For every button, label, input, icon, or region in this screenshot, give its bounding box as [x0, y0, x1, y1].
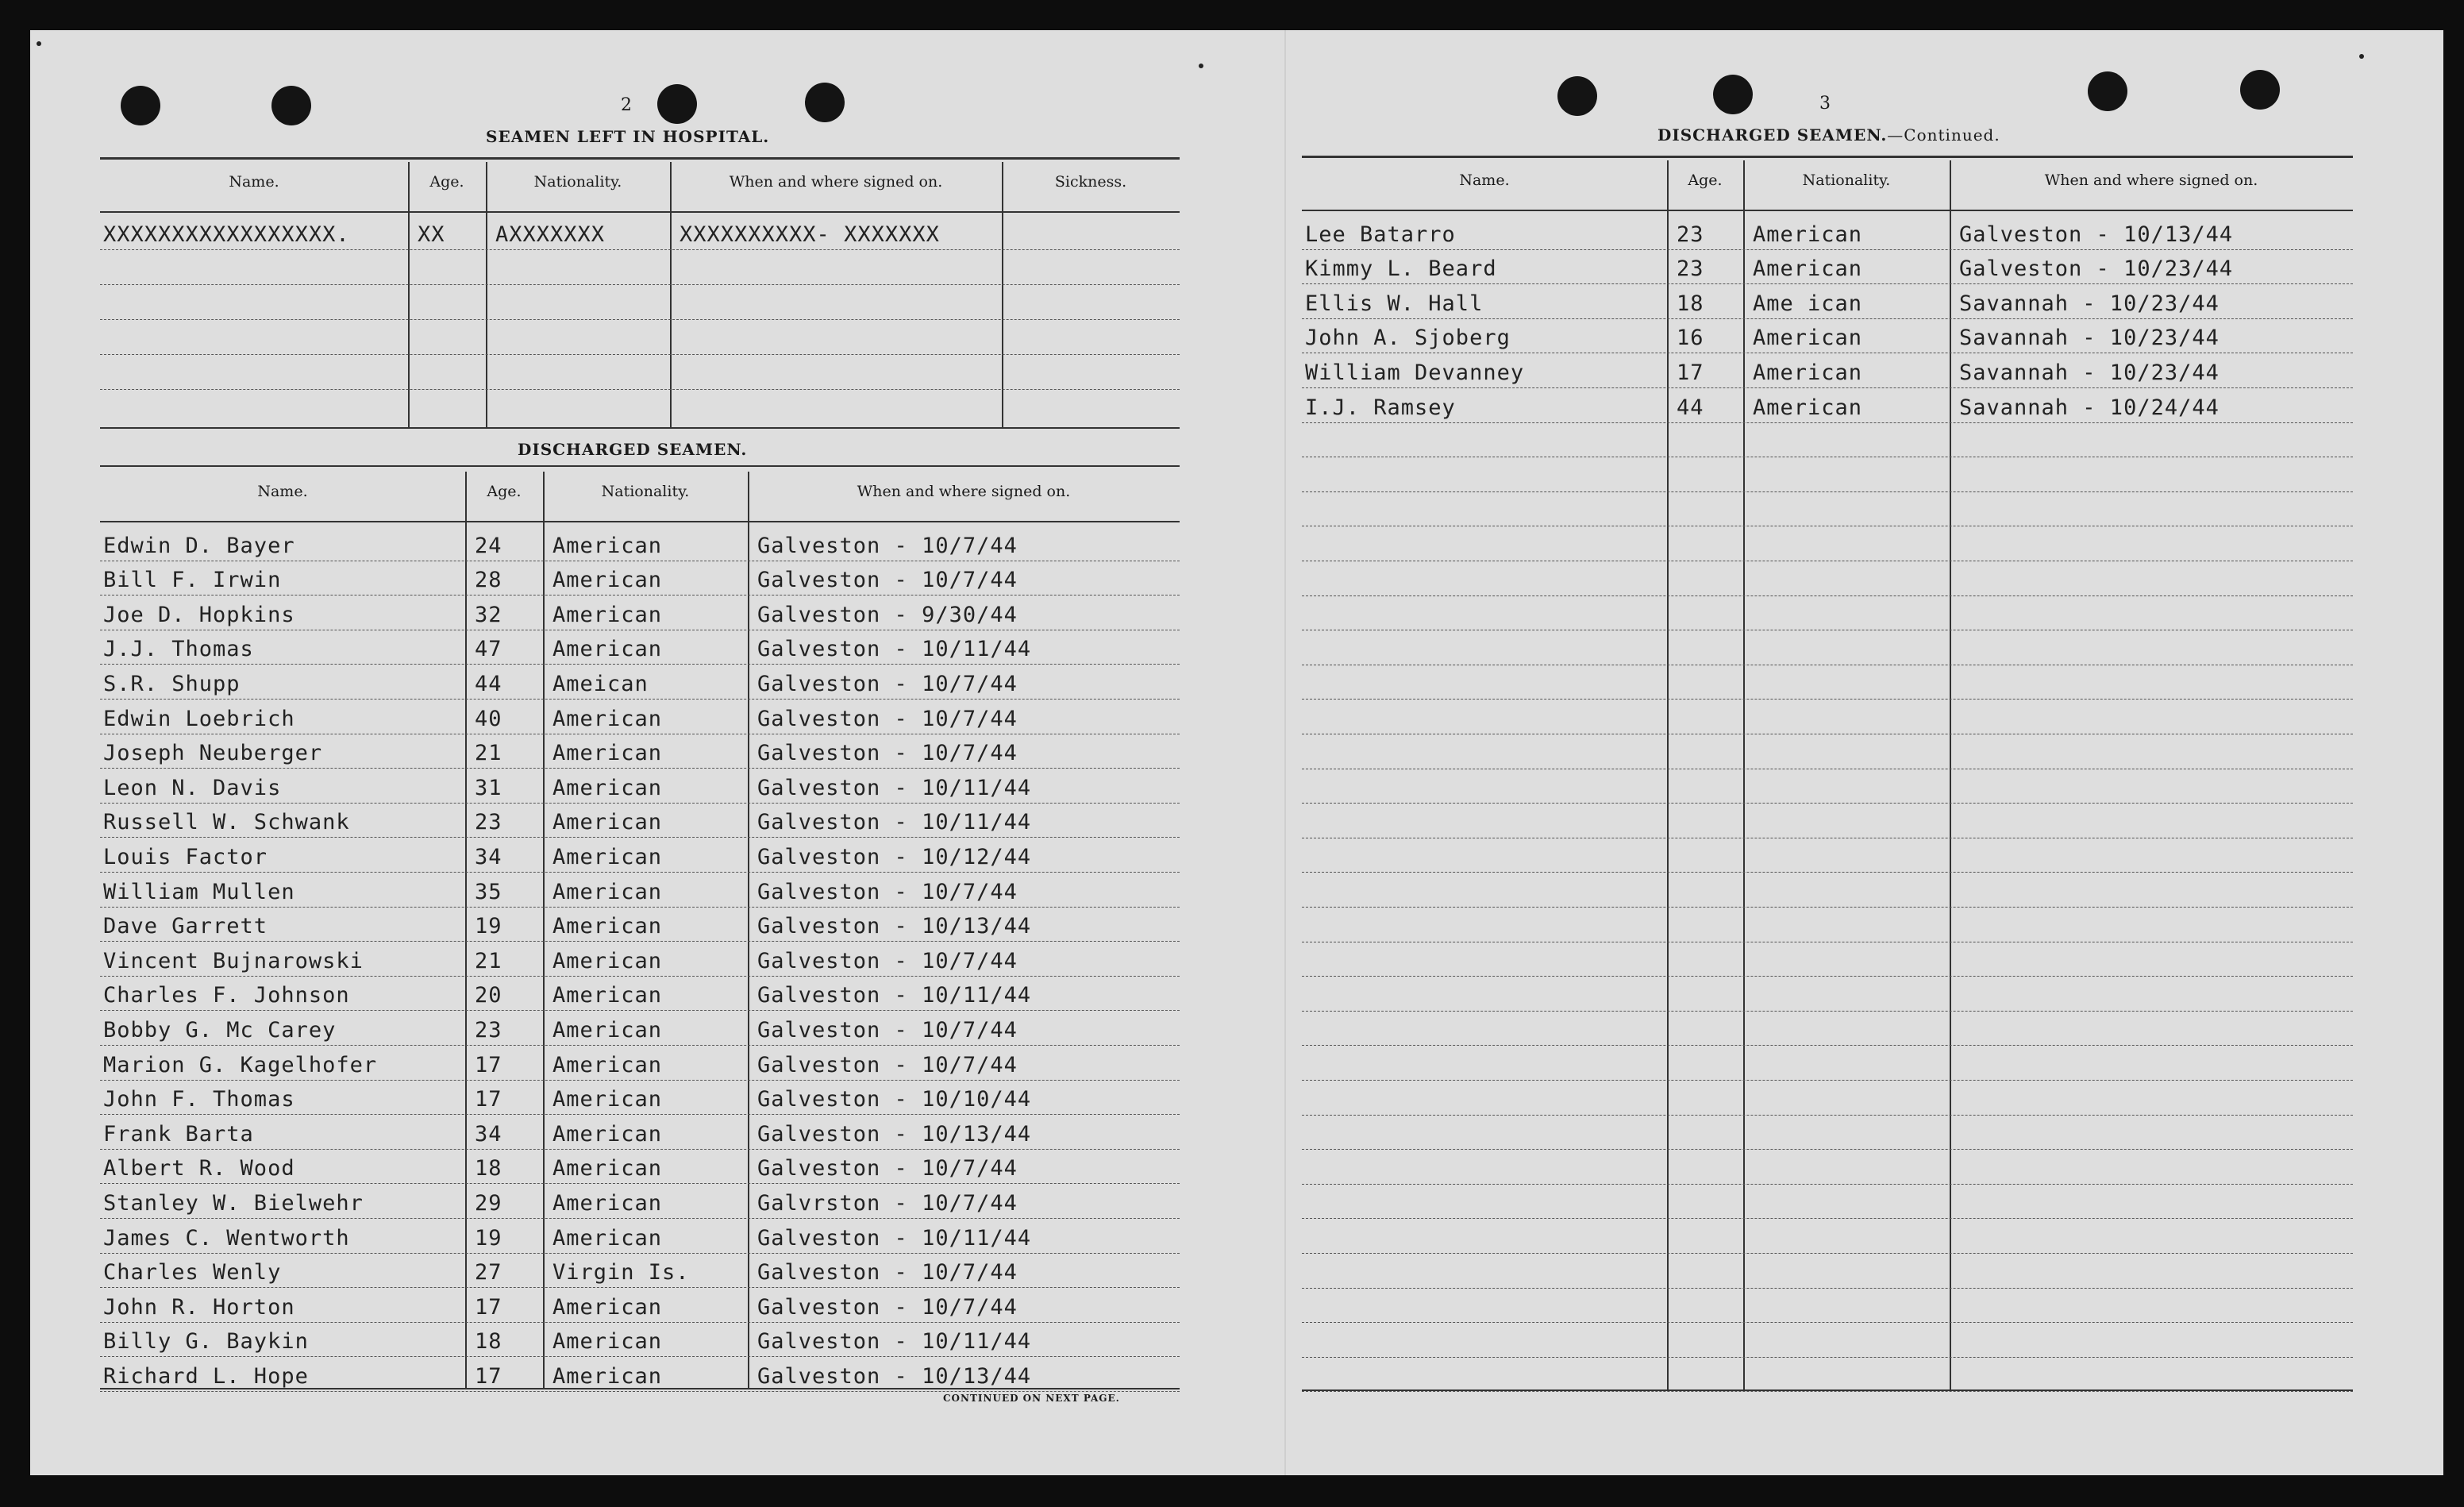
- row-line: [100, 284, 1180, 285]
- seaman-name: Albert R. Wood: [103, 1156, 295, 1181]
- seaman-age: XX: [418, 222, 445, 247]
- signed-on: Galveston - 10/7/44: [757, 741, 1018, 766]
- signed-on: Savannah - 10/23/44: [1959, 326, 2220, 351]
- row-line: [100, 1080, 1180, 1081]
- signed-on: Galveston - 10/7/44: [757, 948, 1018, 973]
- row-line: [1302, 1357, 2353, 1358]
- seaman-age: 23: [1677, 256, 1704, 282]
- signed-on: Galveston - 10/11/44: [757, 1225, 1032, 1251]
- signed-on: Savannah - 10/23/44: [1959, 360, 2220, 385]
- seaman-age: 18: [475, 1329, 502, 1355]
- row-line: [100, 1356, 1180, 1357]
- row-line: [1302, 491, 2353, 492]
- seaman-nationality: Ameican: [552, 672, 649, 696]
- signed-on: Galveston - 10/10/44: [757, 1087, 1032, 1112]
- signed-on: Galveston - 10/7/44: [757, 879, 1018, 904]
- seaman-age: 17: [475, 1052, 502, 1077]
- seaman-age: 21: [475, 741, 502, 766]
- continued-note: CONTINUED ON NEXT PAGE.: [943, 1393, 1120, 1404]
- speck: [2359, 54, 2364, 59]
- signed-on: Savannah - 10/23/44: [1959, 291, 2220, 316]
- signed-on: Galveston - 10/12/44: [757, 845, 1032, 869]
- seaman-nationality: American: [552, 775, 663, 800]
- row-line: [1302, 907, 2353, 908]
- signed-on: Galveston - 10/13/44: [757, 914, 1032, 939]
- seaman-name: William Mullen: [103, 879, 295, 904]
- signed-on: Galveston - 10/7/44: [757, 706, 1018, 731]
- signed-on: Savannah - 10/24/44: [1959, 395, 2220, 420]
- rule: [100, 157, 1180, 160]
- seaman-nationality: AXXXXXXX: [495, 222, 606, 247]
- seaman-name: Joseph Neuberger: [103, 741, 323, 766]
- seaman-age: 35: [475, 879, 502, 904]
- signed-on: Galveston - 10/11/44: [757, 637, 1032, 662]
- seaman-nationality: American: [1753, 326, 1863, 351]
- seaman-nationality: Ame ican: [1753, 291, 1863, 316]
- seaman-age: 21: [475, 948, 502, 973]
- row-line: [1302, 1011, 2353, 1012]
- row-line: [1302, 422, 2353, 423]
- column-divider: [1743, 160, 1745, 1389]
- row-line: [1302, 1149, 2353, 1150]
- seaman-name: Louis Factor: [103, 845, 268, 869]
- seaman-name: Kimmy L. Beard: [1305, 256, 1497, 282]
- seaman-name: Ellis W. Hall: [1305, 291, 1484, 316]
- header-rule: [100, 211, 1180, 213]
- seaman-name: Vincent Bujnarowski: [103, 948, 364, 973]
- seaman-age: 27: [475, 1260, 502, 1285]
- seaman-age: 16: [1677, 326, 1704, 351]
- speck: [1199, 64, 1203, 68]
- seaman-age: 20: [475, 983, 502, 1008]
- seaman-name: William Devanney: [1305, 360, 1525, 385]
- row-line: [1302, 1218, 2353, 1219]
- seaman-age: 34: [475, 1121, 502, 1147]
- seaman-nationality: American: [1753, 360, 1863, 385]
- seaman-name: Bobby G. Mc Carey: [103, 1018, 337, 1043]
- seaman-nationality: American: [552, 741, 663, 766]
- seaman-age: 19: [475, 914, 502, 939]
- column-header: When and where signed on.: [729, 173, 943, 191]
- seaman-age: 44: [475, 672, 502, 696]
- signed-on: Galveston - 10/7/44: [757, 1260, 1018, 1285]
- seaman-name: J.J. Thomas: [103, 637, 254, 662]
- row-line: [100, 249, 1180, 250]
- seaman-nationality: American: [552, 602, 663, 627]
- seaman-name: XXXXXXXXXXXXXXXXX.: [103, 222, 350, 247]
- document-paper: [30, 30, 2443, 1475]
- seaman-nationality: American: [552, 706, 663, 731]
- seaman-age: 18: [1677, 291, 1704, 316]
- signed-on: Galveston - 10/11/44: [757, 1329, 1032, 1355]
- row-line: [1302, 283, 2353, 284]
- seaman-nationality: American: [552, 1087, 663, 1112]
- row-line: [1302, 976, 2353, 977]
- row-line: [100, 1114, 1180, 1115]
- seaman-name: Billy G. Baykin: [103, 1329, 309, 1355]
- row-line: [100, 354, 1180, 355]
- row-line: [100, 976, 1180, 977]
- page-number-left: 2: [621, 95, 632, 115]
- seaman-age: 19: [475, 1225, 502, 1251]
- seaman-nationality: American: [552, 810, 663, 835]
- seaman-age: 40: [475, 706, 502, 731]
- row-line: [100, 389, 1180, 390]
- row-line: [100, 1149, 1180, 1150]
- column-header: Name.: [229, 173, 279, 191]
- seaman-nationality: American: [552, 879, 663, 904]
- signed-on: Galveston - 10/23/44: [1959, 256, 2234, 282]
- row-line: [100, 1287, 1180, 1288]
- seaman-name: John A. Sjoberg: [1305, 326, 1511, 351]
- seaman-name: I.J. Ramsey: [1305, 395, 1456, 420]
- row-line: [1302, 1253, 2353, 1254]
- seaman-age: 32: [475, 602, 502, 627]
- seaman-age: 31: [475, 775, 502, 800]
- row-line: [100, 907, 1180, 908]
- row-line: [1302, 595, 2353, 596]
- punch-hole: [1557, 76, 1597, 116]
- signed-on: Galveston - 10/7/44: [757, 568, 1018, 593]
- seaman-nationality: American: [1753, 222, 1863, 247]
- seaman-age: 23: [475, 810, 502, 835]
- column-divider: [465, 472, 467, 1388]
- seaman-age: 24: [475, 533, 502, 558]
- seaman-nationality: American: [552, 1121, 663, 1147]
- seaman-nationality: American: [552, 1364, 663, 1389]
- punch-hole: [271, 86, 311, 125]
- seaman-nationality: American: [552, 1191, 663, 1216]
- seaman-name: Lee Batarro: [1305, 222, 1456, 247]
- seaman-age: 47: [475, 637, 502, 662]
- signed-on: Galveston - 10/11/44: [757, 810, 1032, 835]
- row-line: [100, 1253, 1180, 1254]
- seaman-nationality: Virgin Is.: [552, 1260, 690, 1285]
- row-line: [100, 803, 1180, 804]
- row-line: [1302, 387, 2353, 388]
- row-line: [100, 1183, 1180, 1184]
- seaman-age: 17: [1677, 360, 1704, 385]
- punch-hole: [805, 83, 845, 122]
- seaman-nationality: American: [1753, 256, 1863, 282]
- column-header: Age.: [429, 173, 464, 191]
- bottom-rule: [100, 427, 1180, 429]
- discharged-continued-title: [1657, 125, 2000, 145]
- seaman-nationality: American: [552, 914, 663, 939]
- column-divider: [1002, 162, 1003, 427]
- column-header: Name.: [257, 483, 308, 500]
- discharged-title: DISCHARGED SEAMEN.: [518, 440, 748, 459]
- row-line: [100, 664, 1180, 665]
- seaman-nationality: American: [552, 1225, 663, 1251]
- signed-on: Galveston - 10/11/44: [757, 775, 1032, 800]
- row-line: [1302, 872, 2353, 873]
- seaman-name: Charles Wenly: [103, 1260, 282, 1285]
- column-divider: [748, 472, 749, 1388]
- seaman-age: 18: [475, 1156, 502, 1181]
- column-divider: [408, 162, 410, 427]
- seaman-age: 17: [475, 1087, 502, 1112]
- seaman-nationality: American: [552, 948, 663, 973]
- seaman-nationality: American: [552, 1052, 663, 1077]
- signed-on: Galveston - 10/13/44: [757, 1121, 1032, 1147]
- row-line: [100, 941, 1180, 942]
- seaman-name: Charles F. Johnson: [103, 983, 350, 1008]
- column-header: Nationality.: [601, 483, 690, 500]
- column-divider: [486, 162, 487, 427]
- header-rule: [100, 521, 1180, 522]
- signed-on: Galveston - 9/30/44: [757, 602, 1018, 627]
- row-line: [1302, 1288, 2353, 1289]
- row-line: [100, 1010, 1180, 1011]
- column-header: Age.: [1688, 172, 1723, 189]
- row-line: [100, 768, 1180, 769]
- column-header: When and where signed on.: [857, 483, 1071, 500]
- column-divider: [1667, 160, 1669, 1389]
- signed-on: Galvrston - 10/7/44: [757, 1191, 1018, 1216]
- row-line: [1302, 1391, 2353, 1392]
- seaman-name: Edwin Loebrich: [103, 706, 295, 731]
- rule: [100, 465, 1180, 467]
- punch-hole: [1713, 75, 1753, 114]
- title-continued: —Continued.: [1887, 125, 2000, 145]
- row-line: [1302, 249, 2353, 250]
- column-header: Nationality.: [1802, 172, 1891, 189]
- seaman-name: Stanley W. Bielwehr: [103, 1191, 364, 1216]
- column-header: Nationality.: [533, 173, 622, 191]
- seaman-age: 23: [1677, 222, 1704, 247]
- seaman-age: 44: [1677, 395, 1704, 420]
- column-header: When and where signed on.: [2044, 172, 2258, 189]
- signed-on: Galveston - 10/11/44: [757, 983, 1032, 1008]
- row-line: [1302, 1045, 2353, 1046]
- column-divider: [670, 162, 672, 427]
- seaman-name: Richard L. Hope: [103, 1364, 309, 1389]
- signed-on: Galveston - 10/7/44: [757, 672, 1018, 696]
- seaman-name: Frank Barta: [103, 1121, 254, 1147]
- title-main: DISCHARGED SEAMEN.: [1657, 125, 1888, 145]
- seaman-name: Marion G. Kagelhofer: [103, 1052, 378, 1077]
- row-line: [1302, 1322, 2353, 1323]
- row-line: [100, 837, 1180, 838]
- column-divider: [1950, 160, 1951, 1389]
- column-header: Name.: [1459, 172, 1510, 189]
- row-line: [100, 699, 1180, 700]
- signed-on: Galveston - 10/7/44: [757, 1294, 1018, 1320]
- seaman-nationality: American: [552, 533, 663, 558]
- column-header: Sickness.: [1054, 173, 1127, 191]
- seaman-name: John F. Thomas: [103, 1087, 295, 1112]
- speck: [37, 41, 41, 46]
- seaman-nationality: American: [552, 568, 663, 593]
- row-line: [100, 1391, 1180, 1392]
- row-line: [100, 1045, 1180, 1046]
- seaman-nationality: American: [1753, 395, 1863, 420]
- seaman-nationality: American: [552, 1294, 663, 1320]
- signed-on: Galveston - 10/7/44: [757, 533, 1018, 558]
- column-header: Age.: [487, 483, 522, 500]
- row-line: [1302, 1184, 2353, 1185]
- seaman-nationality: American: [552, 1156, 663, 1181]
- row-line: [1302, 1080, 2353, 1081]
- signed-on: Galveston - 10/13/44: [757, 1364, 1032, 1389]
- seaman-name: Joe D. Hopkins: [103, 602, 295, 627]
- seaman-nationality: American: [552, 1018, 663, 1043]
- punch-hole: [2088, 71, 2127, 111]
- row-line: [100, 1218, 1180, 1219]
- signed-on: Galveston - 10/7/44: [757, 1052, 1018, 1077]
- row-line: [1302, 318, 2353, 319]
- seaman-name: Leon N. Davis: [103, 775, 282, 800]
- seaman-name: Dave Garrett: [103, 914, 268, 939]
- row-line: [100, 1322, 1180, 1323]
- column-divider: [543, 472, 545, 1388]
- row-line: [1302, 699, 2353, 700]
- punch-hole: [657, 84, 697, 124]
- row-line: [100, 319, 1180, 320]
- bottom-rule: [1302, 1389, 2353, 1391]
- signed-on: Galveston - 10/7/44: [757, 1156, 1018, 1181]
- seaman-name: Edwin D. Bayer: [103, 533, 295, 558]
- rule: [1302, 156, 2353, 158]
- signed-on: XXXXXXXXXX- XXXXXXX: [680, 222, 940, 247]
- hospital-title: SEAMEN LEFT IN HOSPITAL.: [486, 127, 770, 146]
- row-line: [1302, 803, 2353, 804]
- header-rule: [1302, 210, 2353, 211]
- seaman-name: S.R. Shupp: [103, 672, 241, 696]
- seaman-name: John R. Horton: [103, 1294, 295, 1320]
- punch-hole: [2240, 70, 2280, 110]
- signed-on: Galveston - 10/7/44: [757, 1018, 1018, 1043]
- punch-hole: [121, 86, 160, 125]
- seaman-nationality: American: [552, 983, 663, 1008]
- row-line: [1302, 1115, 2353, 1116]
- seaman-nationality: American: [552, 637, 663, 662]
- signed-on: Galveston - 10/13/44: [1959, 222, 2234, 247]
- seaman-name: Russell W. Schwank: [103, 810, 350, 835]
- seaman-age: 28: [475, 568, 502, 593]
- page-fold: [1284, 30, 1286, 1475]
- seaman-name: Bill F. Irwin: [103, 568, 282, 593]
- seaman-age: 23: [475, 1018, 502, 1043]
- row-line: [100, 872, 1180, 873]
- seaman-age: 17: [475, 1294, 502, 1320]
- seaman-nationality: American: [552, 845, 663, 869]
- seaman-name: James C. Wentworth: [103, 1225, 350, 1251]
- page-number-right: 3: [1819, 94, 1831, 114]
- seaman-age: 17: [475, 1364, 502, 1389]
- seaman-nationality: American: [552, 1329, 663, 1355]
- seaman-age: 29: [475, 1191, 502, 1216]
- seaman-age: 34: [475, 845, 502, 869]
